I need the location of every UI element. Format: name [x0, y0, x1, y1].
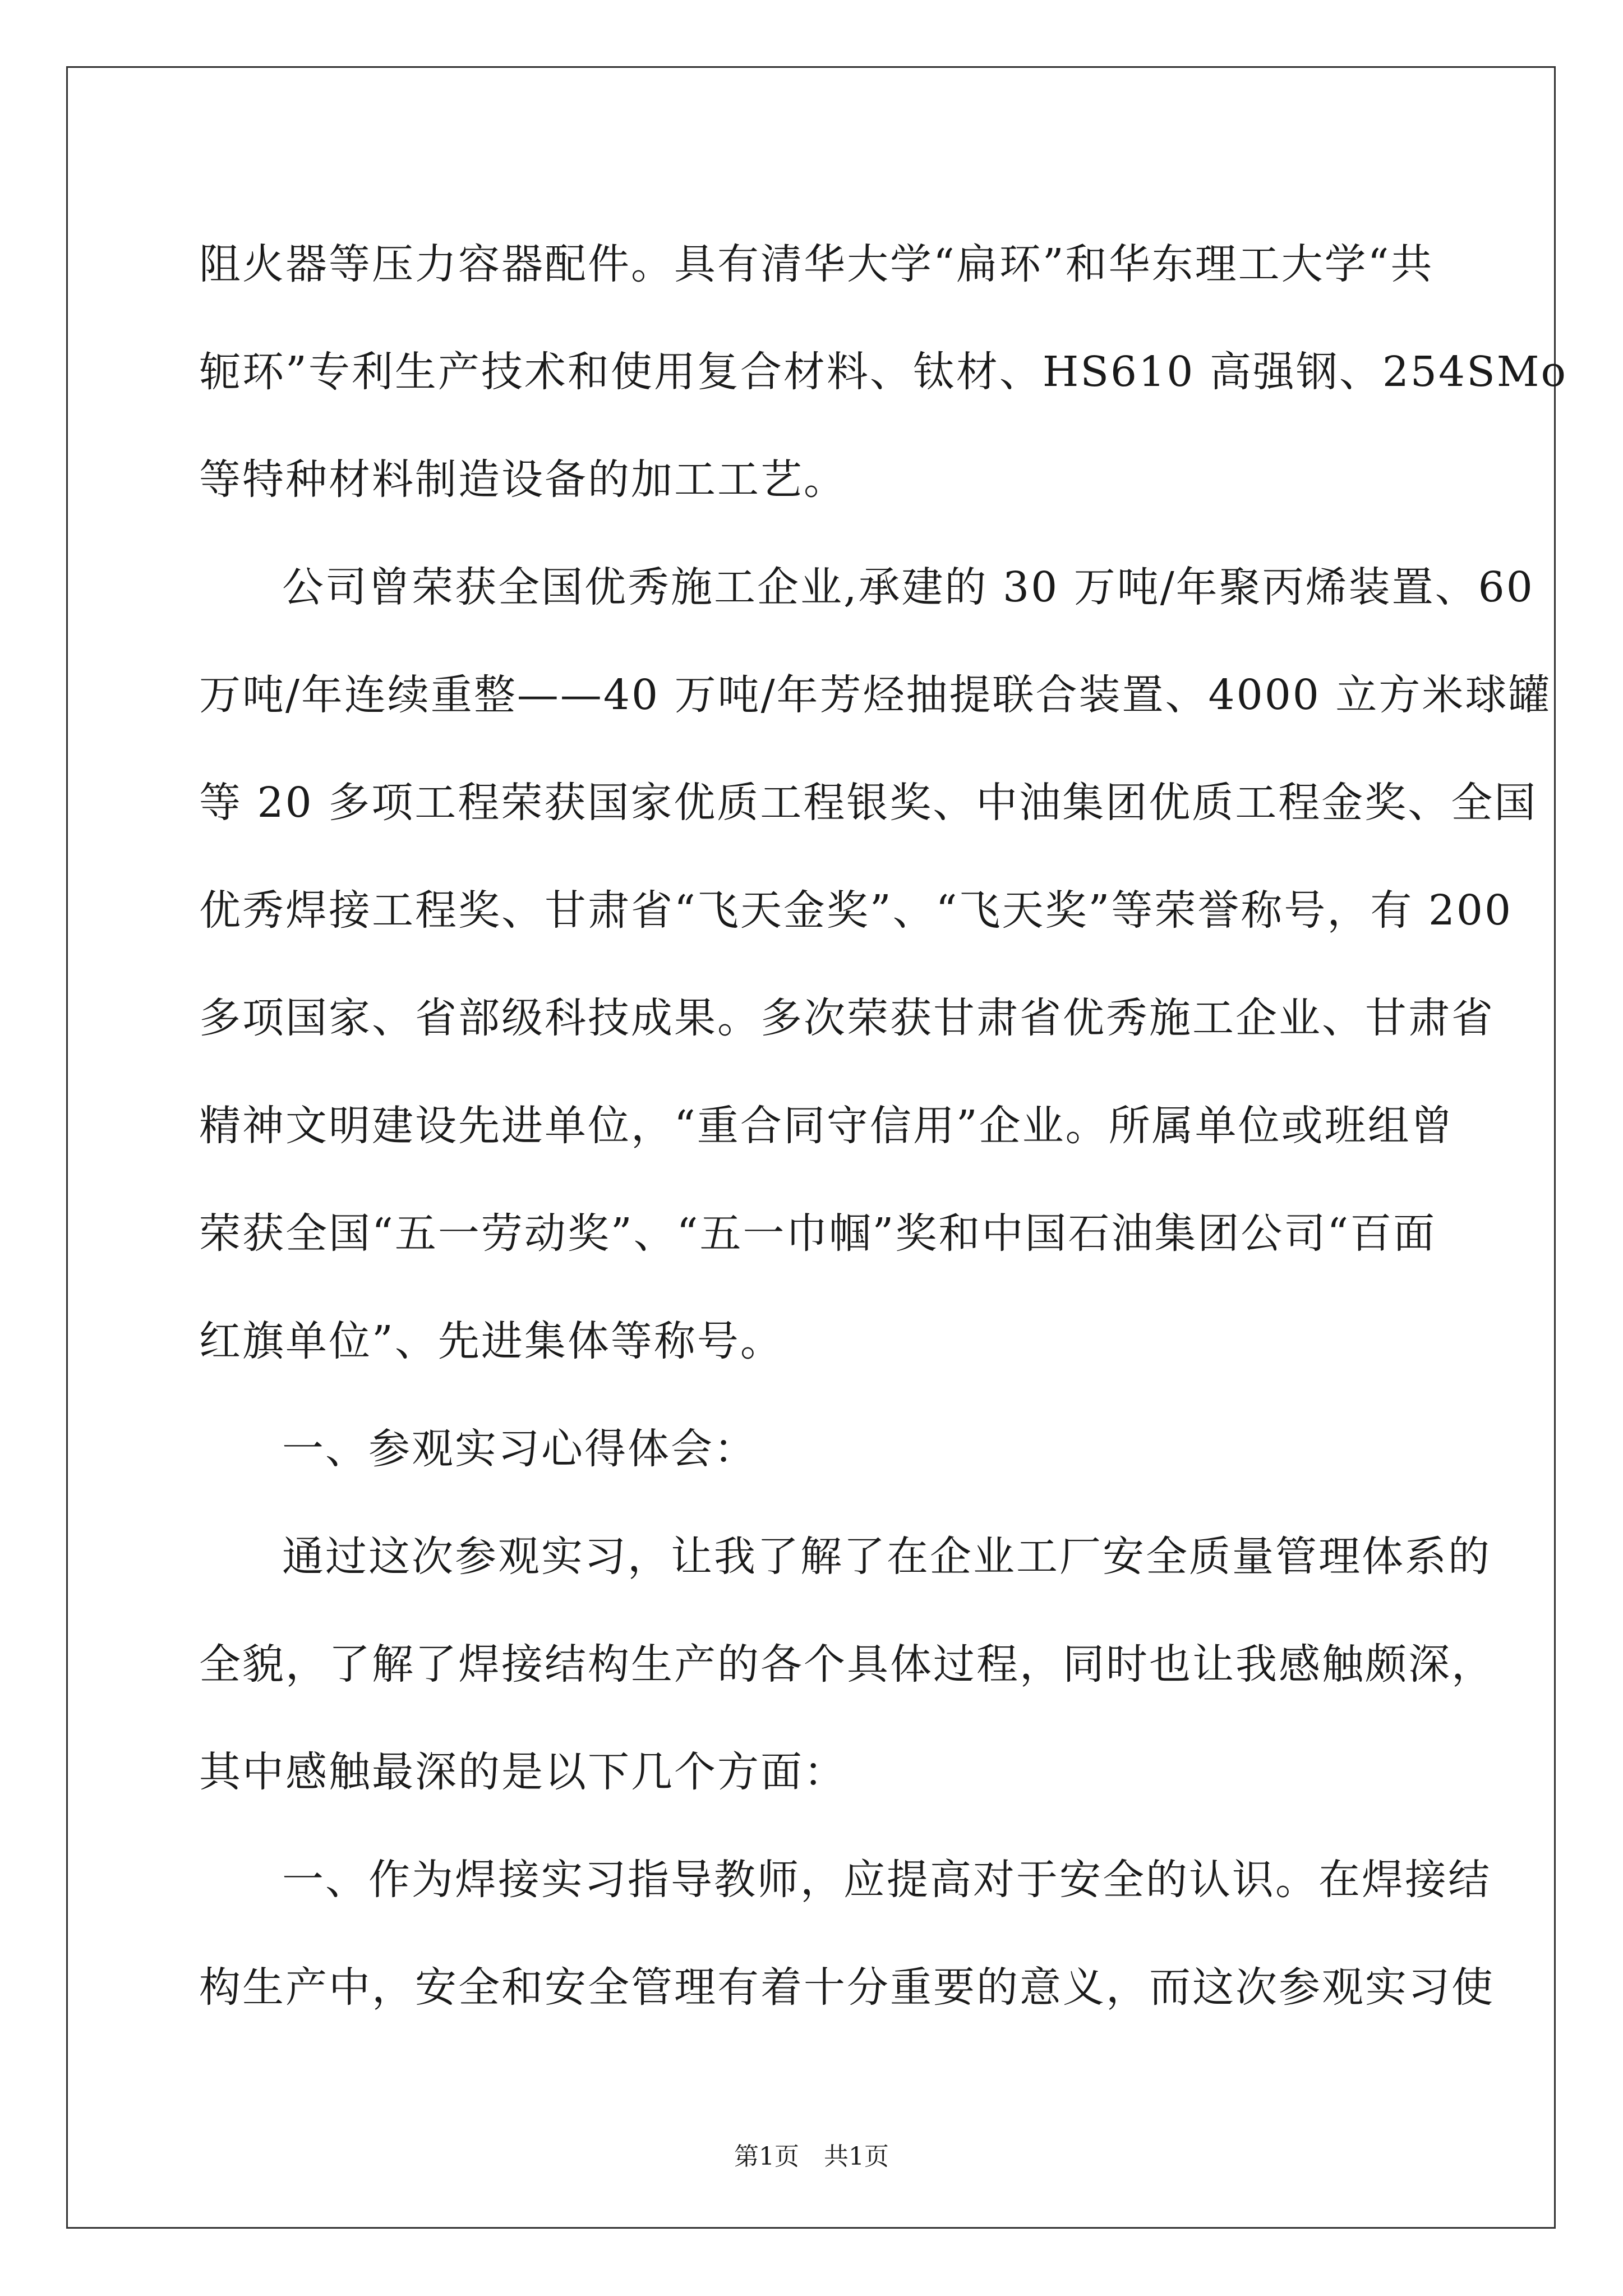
text-line: 阻火器等压力容器配件。具有清华大学“扁环”和华东理工大学“共	[199, 240, 1434, 288]
text-line: 万吨/年连续重整——40 万吨/年芳烃抽提联合装置、4000 立方米球罐	[199, 671, 1552, 719]
text-line: 一、作为焊接实习指导教师，应提高对于安全的认识。在焊接结	[282, 1856, 1491, 1904]
text-line: 精神文明建设先进单位，“重合同守信用”企业。所属单位或班组曾	[199, 1102, 1454, 1150]
section-heading	[199, 1395, 1433, 1503]
text-line: 构生产中，安全和安全管理有着十分重要的意义，而这次参观实习使	[199, 1963, 1495, 2012]
paragraph-2	[199, 533, 1552, 1395]
paragraph-4	[199, 1503, 1495, 1826]
text-line: 等特种材料制造设备的加工工艺。	[199, 455, 847, 504]
text-line: 其中感触最深的是以下几个方面：	[199, 1748, 847, 1796]
page-footer	[0, 2140, 1623, 2174]
text-line: 优秀焊接工程奖、甘肃省“飞天金奖”、“飞天奖”等荣誉称号，有 200	[199, 886, 1513, 935]
document-body	[199, 210, 1568, 2041]
text-line: 等 20 多项工程荣获国家优质工程银奖、中油集团优质工程金奖、全国	[199, 779, 1538, 827]
text-line: 一、参观实习心得体会：	[282, 1425, 757, 1473]
text-line: 轭环”专利生产技术和使用复合材料、钛材、HS610 高强钢、254SMo	[199, 348, 1568, 396]
text-line: 通过这次参观实习，让我了解了在企业工厂安全质量管理体系的	[282, 1533, 1491, 1581]
text-line: 全貌，了解了焊接结构生产的各个具体过程，同时也让我感触颇深，	[199, 1640, 1495, 1688]
page-number: 第1页 共1页	[734, 2142, 889, 2171]
text-line: 红旗单位”、先进集体等称号。	[199, 1317, 783, 1365]
text-line: 公司曾荣获全国优秀施工企业,承建的 30 万吨/年聚丙烯装置、60	[282, 563, 1534, 611]
text-line: 多项国家、省部级科技成果。多次荣获甘肃省优秀施工企业、甘肃省	[199, 994, 1495, 1042]
paragraph-1	[199, 210, 1568, 533]
text-line: 荣获全国“五一劳动奖”、“五一巾帼”奖和中国石油集团公司“百面	[199, 1209, 1437, 1258]
paragraph-5	[199, 1826, 1495, 2041]
